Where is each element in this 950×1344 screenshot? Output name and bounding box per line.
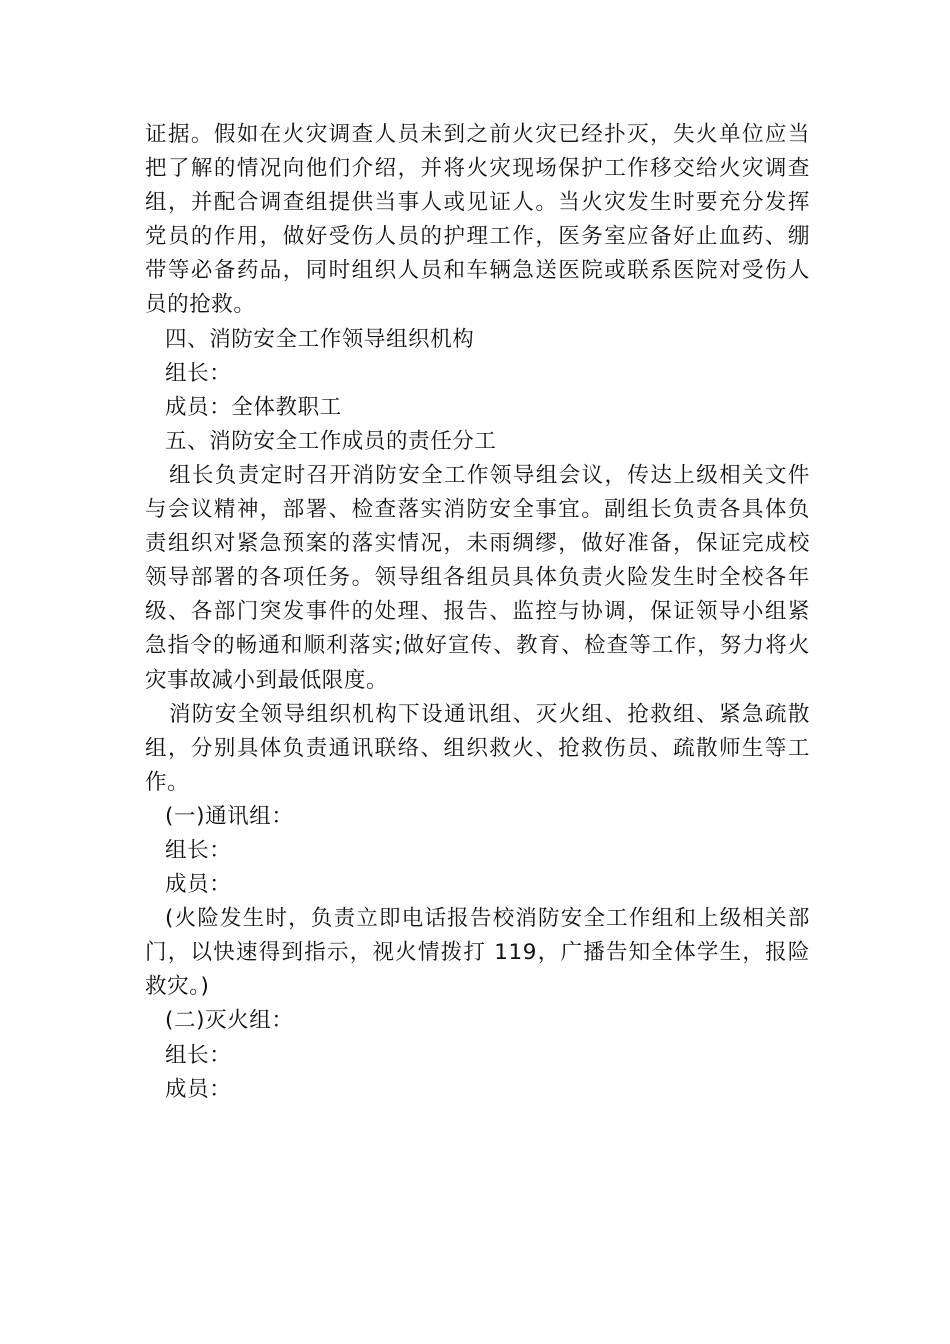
text-line: 组，并配合调查组提供当事人或见证人。当火灾发生时要充分发挥 [145,190,810,216]
text-line: 救灾。) [145,974,210,1000]
subsection-heading: (一)通讯组： [165,803,294,829]
members-line [145,391,810,425]
text-line: 作。 [145,769,190,795]
members-line [145,1073,810,1107]
heading-communication-group [145,800,810,834]
field-label-leader: 组长： [165,1042,232,1068]
document-page [145,118,810,1107]
heading-section-four [145,323,810,357]
heading-firefighting-group [145,1004,810,1038]
field-label-leader: 组长： [165,837,232,863]
text-line: 组，分别具体负责通讯联络、组织救火、抢救伤员、疏散师生等工 [145,735,810,761]
leader-line [145,834,810,868]
text-line: 责组织对紧急预案的落实情况，未雨绸缪，做好准备，保证完成校 [145,531,810,557]
field-label-leader: 组长： [165,360,232,386]
text-line: 带等必备药品，同时组织人员和车辆急送医院或联系医院对受伤人 [145,258,810,284]
text-line: 党员的作用，做好受伤人员的护理工作，医务室应备好止血药、绷 [145,224,810,250]
paragraph-responsibilities [145,459,810,698]
field-label-members: 成员： [165,1076,232,1102]
text-line: 门，以快速得到指示，视火情拨打 119，广播告知全体学生，报险 [145,940,810,966]
field-label-members: 成员：全体教职工 [165,394,342,420]
leader-line [145,357,810,391]
text-line: 级、各部门突发事件的处理、报告、监控与协调，保证领导小组紧 [145,599,810,625]
text-line: 把了解的情况向他们介绍，并将火灾现场保护工作移交给火灾调查 [145,156,810,182]
section-heading: 五、消防安全工作成员的责任分工 [165,428,497,454]
section-heading: 四、消防安全工作领导组织机构 [165,326,475,352]
text-line: 急指令的畅通和顺利落实;做好宣传、教育、检查等工作，努力将火 [145,633,810,659]
members-line [145,868,810,902]
paragraph-communication-duty [145,902,810,1004]
text-line: 消防安全领导组织机构下设通讯组、灭火组、抢救组、紧急疏散 [169,701,810,727]
text-line: 领导部署的各项任务。领导组各组员具体负责火险发生时全校各年 [145,565,810,591]
heading-section-five [145,425,810,459]
text-line: (火险发生时，负责立即电话报告校消防安全工作组和上级相关部 [165,906,810,932]
subsection-heading: (二)灭火组： [165,1008,294,1034]
text-line: 证据。假如在火灾调查人员未到之前火灾已经扑灭，失火单位应当 [145,122,810,147]
paragraph-fire-evidence [145,118,810,323]
field-label-members: 成员： [165,872,232,898]
text-line: 组长负责定时召开消防安全工作领导组会议，传达上级相关文件 [169,462,810,488]
leader-line [145,1039,810,1073]
text-line: 灾事故减小到最低限度。 [145,667,389,693]
paragraph-subgroups [145,698,810,800]
text-line: 与会议精神，部署、检查落实消防安全事宜。副组长负责各具体负 [145,497,810,523]
text-line: 员的抢救。 [145,292,256,318]
